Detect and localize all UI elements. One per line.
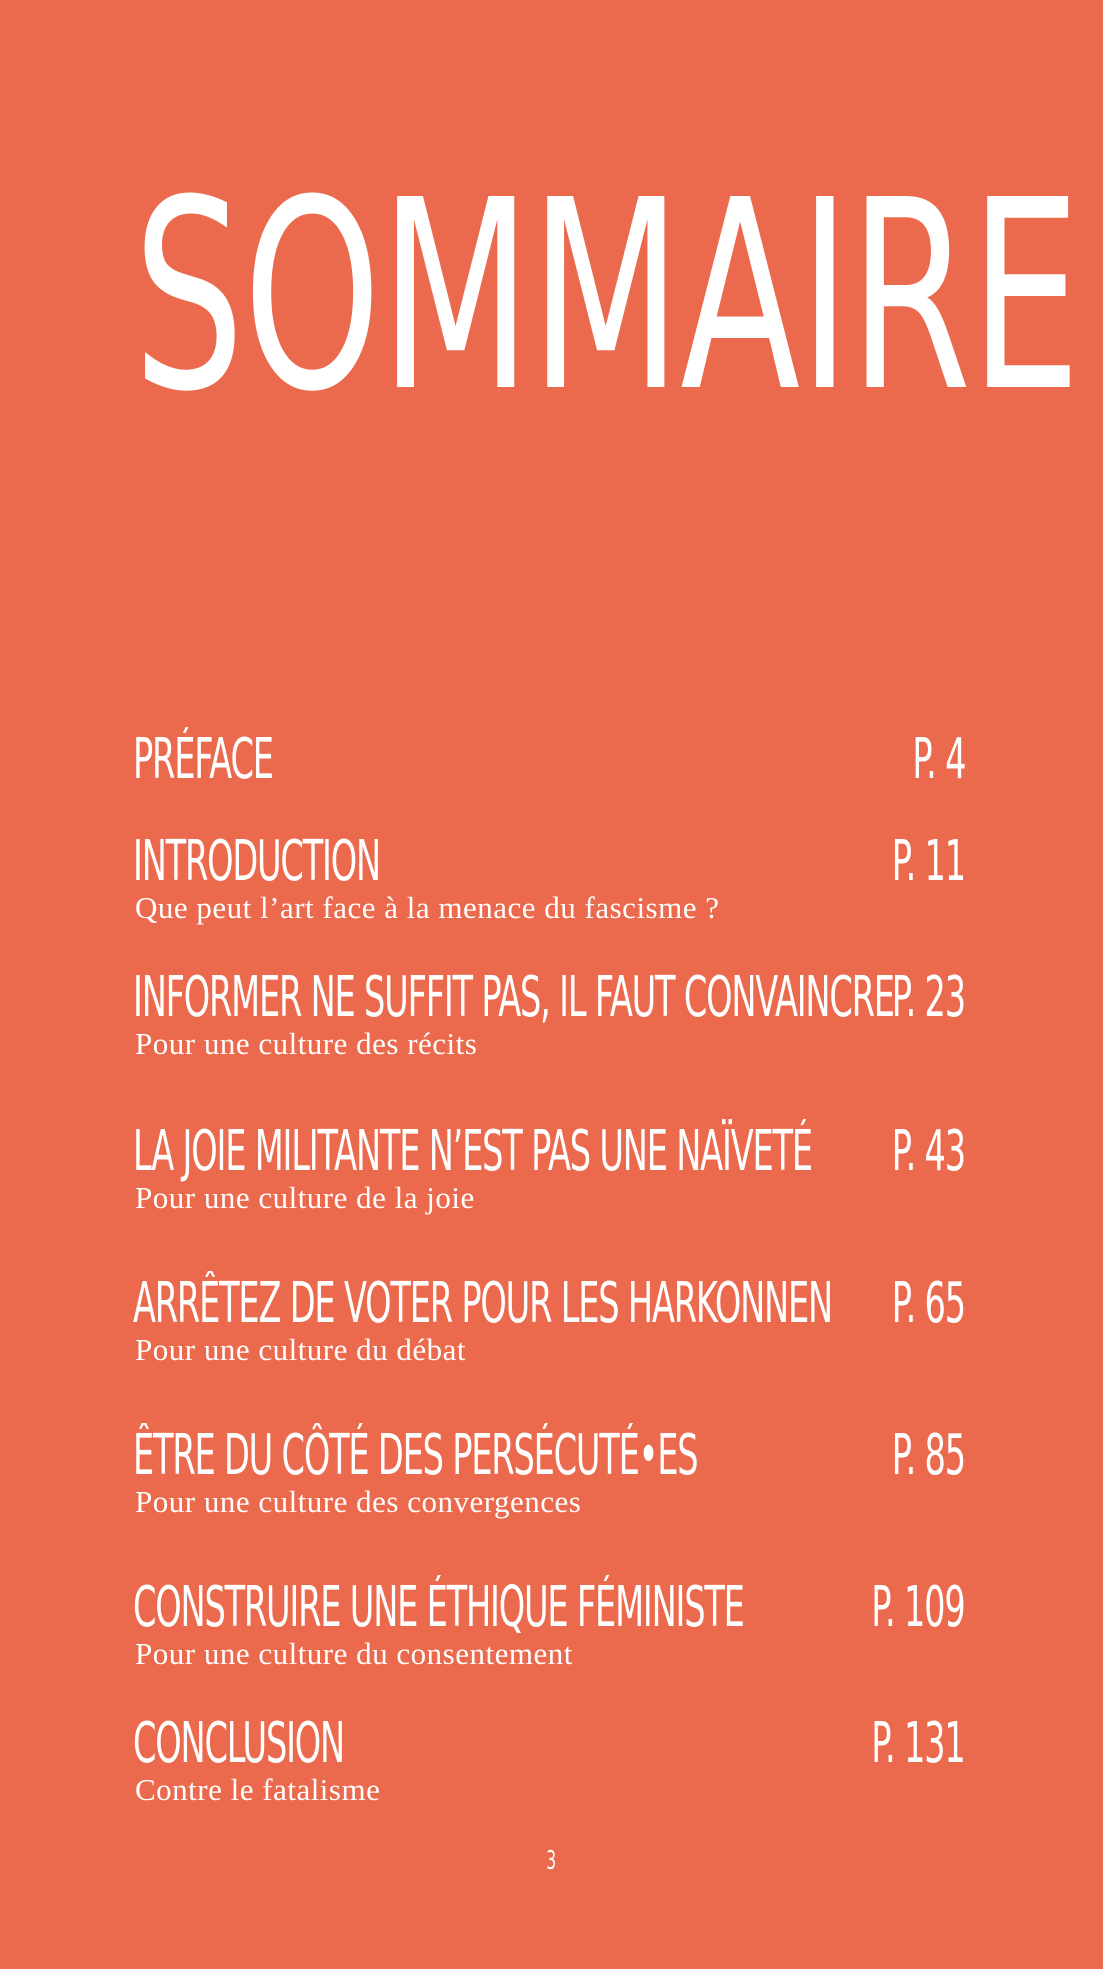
toc-entry-heading: ARRÊTEZ DE VOTER POUR LES HARKONNEN (133, 1271, 832, 1336)
page-number-text: 3 (546, 1846, 557, 1876)
toc-entry-subtitle: Pour une culture du débat (135, 1332, 467, 1367)
toc-entry-subtitle: Pour une culture du consentement (135, 1636, 573, 1671)
toc-entry-heading: ÊTRE DU CÔTÉ DES PERSÉCUTÉ•ES (133, 1423, 698, 1488)
toc-entry-page: P. 85 (891, 1423, 965, 1488)
toc-entry-page: P. 65 (891, 1271, 965, 1336)
toc-entry-heading: INTRODUCTION (133, 829, 380, 894)
page-title: SOMMAIRE (133, 144, 1080, 449)
toc-entry-subtitle: Pour une culture des récits (135, 1026, 478, 1061)
toc-entry-heading: PRÉFACE (133, 727, 273, 792)
toc-entry-page: P. 109 (871, 1575, 965, 1640)
toc-entry-heading: CONCLUSION (133, 1711, 344, 1776)
toc-entry-page: P. 4 (912, 727, 965, 792)
toc-entry-subtitle: Que peut l’art face à la menace du fascisme ? (135, 890, 720, 925)
toc-entry-page: P. 43 (891, 1119, 965, 1184)
toc-entry-page: P. 23 (891, 965, 965, 1030)
page-number (0, 1848, 1103, 1874)
toc-entry-heading: LA JOIE MILITANTE N’EST PAS UNE NAÏVETÉ (133, 1119, 812, 1184)
toc-entry-subtitle: Pour une culture des convergences (135, 1484, 582, 1519)
toc-entry-heading: INFORMER NE SUFFIT PAS, IL FAUT CONVAINCRE (133, 965, 894, 1030)
toc-entry-page: P. 11 (891, 829, 965, 894)
toc-entry-heading: CONSTRUIRE UNE ÉTHIQUE FÉMINISTE (133, 1575, 744, 1640)
toc-entry-subtitle: Contre le fatalisme (135, 1772, 381, 1807)
toc-entry-subtitle: Pour une culture de la joie (135, 1180, 475, 1215)
toc-entry-page: P. 131 (871, 1711, 965, 1776)
